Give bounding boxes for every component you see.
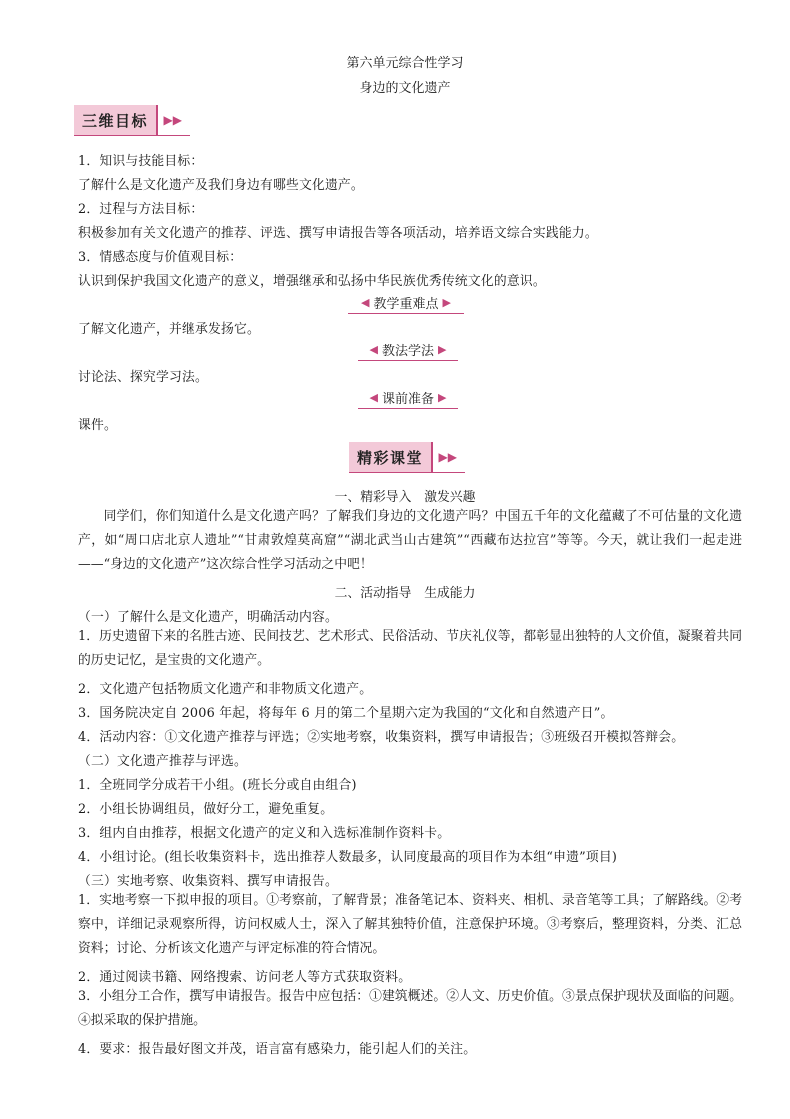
section-header-classroom: [349, 442, 465, 473]
subsection-title: （二）文化遗产推荐与评选。: [78, 754, 247, 769]
part1-title: 一、精彩导入 激发兴趣: [334, 490, 476, 505]
leaf-ornament-icon: ◀: [361, 295, 370, 309]
section-header-prep: [350, 388, 466, 406]
list-item: 3．小组分工合作，撰写申请报告。报告中应包括：①建筑概述。②人文、历史价值。③景点保护现状及面临的问题。④拟采取的保护措施。: [78, 989, 742, 1028]
leaf-ornament-icon: ▶: [442, 295, 451, 309]
section-label: 教学重难点: [373, 296, 439, 312]
unit-title: 第六单元综合性学习: [346, 56, 464, 71]
section-label: 精彩课堂: [349, 442, 431, 472]
double-chevron-right-icon: ▶▶: [438, 450, 457, 464]
intro-paragraph: 同学们，你们知道什么是文化遗产吗？了解我们身边的文化遗产吗？中国五千年的文化蕴藏了不可估量的文化遗产，如“周口店北京人遗址”“甘肃敦煌莫高窟”“湖北武当山古建筑”“西藏布达拉宫”等等。今天，就让我们一起走进——“身边的文化遗产”这次综合性学习活动之中吧！: [78, 509, 742, 572]
leaf-ornament-icon: ▶: [438, 390, 447, 404]
list-item: 3．国务院决定自 2006 年起，将每年 6 月的第二个星期六定为我国的“文化和自然遗产日”。: [78, 706, 614, 721]
section-header-methods: [350, 340, 466, 358]
list-item: 4．活动内容：①文化遗产推荐与评选；②实地考察，收集资料，撰写申请报告；③班级召开模拟答辩会。: [78, 730, 685, 745]
objective-line: 认识到保护我国文化遗产的意义，增强继承和弘扬中华民族优秀传统文化的意识。: [78, 274, 546, 289]
list-item: 1．全班同学分成若干小组。(班长分或自由组合): [78, 778, 357, 793]
objective-line: 2．过程与方法目标：: [78, 202, 204, 217]
section-header-objectives: [74, 105, 190, 136]
part2-title: 二、活动指导 生成能力: [334, 586, 476, 601]
section-header-key-points: [340, 293, 472, 311]
subsection-title: （三）实地考察、收集资料、撰写申请报告。: [78, 874, 338, 889]
methods-text: 讨论法、探究学习法。: [78, 370, 208, 385]
objective-line: 1．知识与技能目标：: [78, 154, 204, 169]
section-label: 教法学法: [381, 343, 434, 359]
leaf-ornament-icon: ◀: [369, 342, 378, 356]
leaf-ornament-icon: ▶: [438, 342, 447, 356]
key-points-text: 了解文化遗产，并继承发扬它。: [78, 322, 260, 337]
list-item: 2．小组长协调组员，做好分工，避免重复。: [78, 802, 334, 817]
list-item: 2．通过阅读书籍、网络搜索、访问老人等方式获取资料。: [78, 970, 412, 985]
list-item: 2．文化遗产包括物质文化遗产和非物质文化遗产。: [78, 682, 373, 697]
objective-line: 3．情感态度与价值观目标：: [78, 250, 243, 265]
subsection-title: （一）了解什么是文化遗产，明确活动内容。: [78, 610, 338, 625]
list-item: 4．小组讨论。(组长收集资料卡，选出推荐人数最多，认同度最高的项目作为本组“申遗”项目): [78, 850, 618, 865]
list-item: 1．实地考察一下拟申报的项目。①考察前，了解背景；准备笔记本、资料夹、相机、录音笔等工具；了解路线。②考察中，详细记录观察所得，访问权威人士，深入了解其独特价值，注意保护环境。③考察后，整理资料，分类、汇总资料；讨论、分析该文化遗产与评定标准的符合情况。: [78, 893, 742, 956]
section-label: 三维目标: [74, 105, 156, 135]
double-chevron-right-icon: ▶▶: [163, 113, 182, 127]
lesson-title: 身边的文化遗产: [359, 81, 451, 96]
prep-text: 课件。: [78, 418, 117, 433]
objective-line: 了解什么是文化遗产及我们身边有哪些文化遗产。: [78, 178, 364, 193]
list-item: 4．要求：报告最好图文并茂，语言富有感染力，能引起人们的关注。: [78, 1042, 477, 1057]
leaf-ornament-icon: ◀: [369, 390, 378, 404]
section-label: 课前准备: [381, 391, 434, 407]
objective-line: 积极参加有关文化遗产的推荐、评选、撰写申请报告等各项活动，培养语文综合实践能力。: [78, 226, 598, 241]
list-item: 3．组内自由推荐，根据文化遗产的定义和入选标准制作资料卡。: [78, 826, 451, 841]
list-item: 1．历史遗留下来的名胜古迹、民间技艺、艺术形式、民俗活动、节庆礼仪等，都彰显出独特的人文价值，凝聚着共同的历史记忆，是宝贵的文化遗产。: [78, 629, 742, 668]
